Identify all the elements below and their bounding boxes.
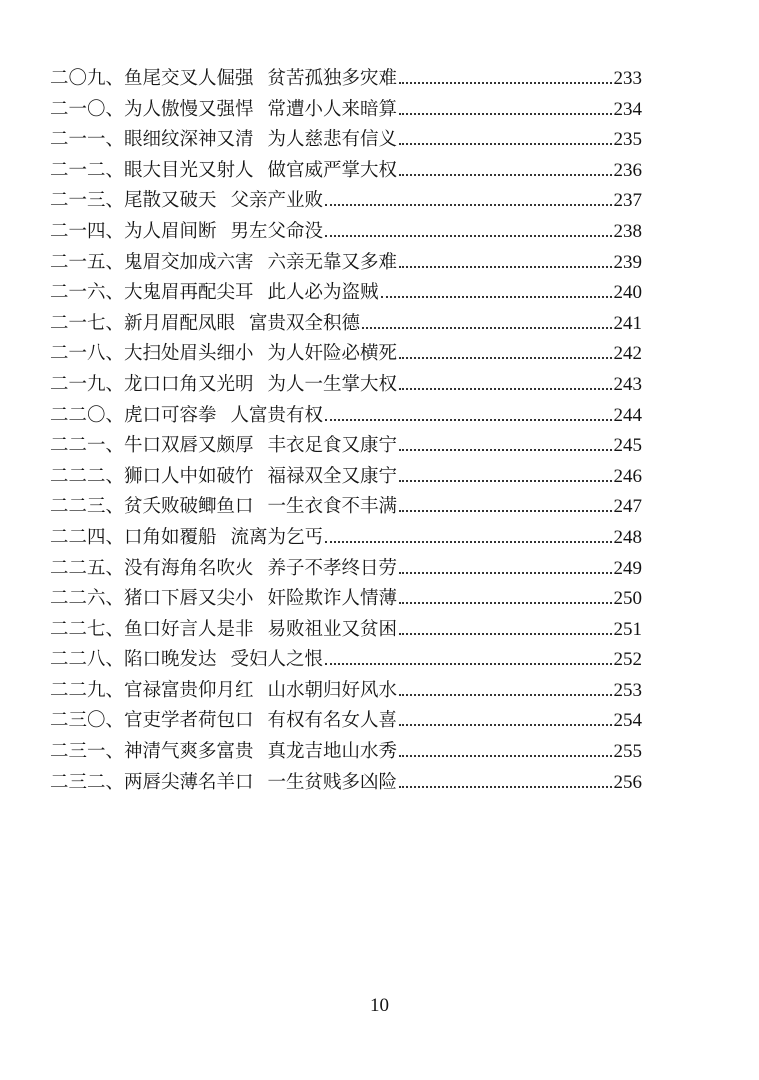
toc-entry-separator: 、 bbox=[105, 404, 125, 426]
toc-entry-title-second: 受妇人之恨 bbox=[230, 649, 324, 671]
toc-dot-leader bbox=[399, 786, 611, 788]
toc-entry-page: 256 bbox=[613, 771, 642, 793]
toc-entry-title-first: 新月眉配凤眼 bbox=[124, 312, 236, 334]
toc-entry-separator: 、 bbox=[105, 465, 125, 487]
toc-entry-number: 二二三 bbox=[50, 496, 106, 518]
toc-entry-separator: 、 bbox=[105, 679, 125, 701]
toc-entry-title-second: 养子不孝终日劳 bbox=[267, 557, 398, 579]
toc-entry-separator: 、 bbox=[105, 557, 125, 579]
toc-entry bbox=[50, 278, 642, 309]
table-of-contents bbox=[50, 64, 642, 798]
toc-entry-title-first: 两唇尖薄名羊口 bbox=[124, 771, 254, 793]
toc-entry-title-second: 为人慈悲有信义 bbox=[267, 129, 398, 151]
toc-dot-leader bbox=[325, 419, 611, 421]
toc-dot-leader bbox=[399, 755, 611, 757]
toc-entry-title-second: 有权有名女人喜 bbox=[267, 710, 398, 732]
toc-entry-title-second: 奸险欺诈人情薄 bbox=[267, 588, 398, 610]
toc-dot-leader bbox=[399, 633, 611, 635]
toc-entry-title-first: 虎口可容拳 bbox=[124, 404, 217, 426]
toc-entry-title-first: 没有海角名吹火 bbox=[124, 557, 254, 579]
toc-entry bbox=[50, 95, 642, 126]
toc-entry-page: 252 bbox=[613, 649, 642, 671]
toc-dot-leader bbox=[399, 694, 611, 696]
toc-entry-separator: 、 bbox=[105, 98, 125, 120]
toc-dot-leader bbox=[399, 572, 611, 574]
toc-entry-title-first: 官吏学者荷包口 bbox=[124, 710, 254, 732]
toc-entry-number: 二〇九 bbox=[50, 68, 106, 89]
toc-entry bbox=[50, 645, 642, 676]
toc-entry bbox=[50, 462, 642, 493]
toc-entry-separator: 、 bbox=[105, 159, 125, 181]
toc-entry-number: 二一四 bbox=[50, 220, 106, 242]
toc-entry-number: 二二八 bbox=[50, 649, 106, 671]
toc-dot-leader bbox=[399, 602, 611, 604]
toc-entry-number: 二一六 bbox=[50, 282, 106, 304]
toc-entry-title-second: 一生衣食不丰满 bbox=[267, 496, 398, 518]
toc-entry-separator: 、 bbox=[105, 710, 125, 732]
toc-entry-title-first: 神清气爽多富贵 bbox=[124, 741, 254, 763]
toc-entry-page: 236 bbox=[613, 159, 642, 181]
toc-entry bbox=[50, 248, 642, 279]
toc-entry-title-second: 常遭小人来暗算 bbox=[267, 98, 398, 120]
toc-entry-separator: 、 bbox=[105, 771, 125, 793]
toc-entry-separator: 、 bbox=[105, 618, 125, 640]
toc-entry-separator: 、 bbox=[105, 649, 125, 671]
toc-entry-title-second: 真龙吉地山水秀 bbox=[267, 741, 398, 763]
toc-entry bbox=[50, 309, 642, 340]
toc-entry-title-first: 眼大目光又射人 bbox=[124, 159, 254, 181]
toc-entry-page: 245 bbox=[613, 435, 642, 457]
toc-entry-page: 246 bbox=[613, 465, 642, 487]
toc-entry-title-second: 山水朝归好风水 bbox=[267, 679, 398, 701]
toc-entry-page: 239 bbox=[613, 251, 642, 273]
toc-dot-leader bbox=[325, 541, 611, 543]
toc-entry bbox=[50, 64, 642, 95]
toc-dot-leader bbox=[399, 82, 611, 84]
toc-entry-number: 二二四 bbox=[50, 526, 106, 548]
toc-entry-title-second: 易败祖业又贫困 bbox=[267, 618, 398, 640]
toc-entry-title-second: 此人必为盗贼 bbox=[267, 282, 379, 304]
toc-entry bbox=[50, 676, 642, 707]
toc-entry-title-first: 大鬼眉再配尖耳 bbox=[124, 282, 254, 304]
toc-entry-page: 233 bbox=[613, 68, 642, 89]
toc-entry-number: 二一二 bbox=[50, 159, 106, 181]
toc-entry-title-first: 官禄富贵仰月红 bbox=[124, 679, 254, 701]
toc-entry-title-first: 口角如覆船 bbox=[124, 526, 217, 548]
toc-entry-separator: 、 bbox=[105, 741, 125, 763]
toc-entry-title-second: 六亲无靠又多难 bbox=[267, 251, 398, 273]
toc-entry-title-first: 鱼尾交叉人倔强 bbox=[124, 68, 254, 89]
toc-entry-title-second: 做官威严掌大权 bbox=[267, 159, 398, 181]
toc-dot-leader bbox=[399, 113, 611, 115]
toc-entry bbox=[50, 492, 642, 523]
toc-entry-title-first: 为人傲慢又强悍 bbox=[124, 98, 254, 120]
toc-entry-separator: 、 bbox=[105, 435, 125, 457]
toc-entry-title-first: 猪口下唇又尖小 bbox=[124, 588, 254, 610]
toc-entry-title-first: 尾散又破天 bbox=[124, 190, 217, 212]
toc-dot-leader bbox=[325, 663, 611, 665]
toc-entry-page: 247 bbox=[613, 496, 642, 518]
toc-entry-number: 二一七 bbox=[50, 312, 106, 334]
toc-entry-number: 二三二 bbox=[50, 771, 106, 793]
toc-dot-leader bbox=[325, 235, 611, 237]
toc-entry-number: 二二九 bbox=[50, 679, 106, 701]
toc-entry-page: 249 bbox=[613, 557, 642, 579]
toc-entry-page: 254 bbox=[613, 710, 642, 732]
toc-entry-number: 二二六 bbox=[50, 588, 106, 610]
toc-entry-title-first: 贫夭败破鲫鱼口 bbox=[124, 496, 254, 518]
toc-entry-number: 二一一 bbox=[50, 129, 106, 151]
toc-entry-title-second: 贫苦孤独多灾难 bbox=[267, 68, 398, 89]
toc-entry-title-second: 丰衣足食又康宁 bbox=[267, 435, 398, 457]
toc-entry-separator: 、 bbox=[105, 282, 125, 304]
toc-entry-separator: 、 bbox=[105, 220, 125, 242]
toc-entry bbox=[50, 554, 642, 585]
toc-dot-leader bbox=[399, 388, 611, 390]
toc-dot-leader bbox=[399, 266, 611, 268]
toc-entry-page: 241 bbox=[613, 312, 642, 334]
toc-entry bbox=[50, 523, 642, 554]
toc-entry-number: 二一八 bbox=[50, 343, 106, 365]
toc-entry-title-second: 一生贫贱多凶险 bbox=[267, 771, 398, 793]
toc-entry-number: 二二〇 bbox=[50, 404, 106, 426]
toc-entry-page: 250 bbox=[613, 588, 642, 610]
toc-entry-page: 244 bbox=[613, 404, 642, 426]
toc-entry bbox=[50, 706, 642, 737]
toc-entry-separator: 、 bbox=[105, 343, 125, 365]
toc-entry-page: 240 bbox=[613, 282, 642, 304]
toc-dot-leader bbox=[399, 174, 611, 176]
toc-entry-number: 二三一 bbox=[50, 741, 106, 763]
toc-entry bbox=[50, 584, 642, 615]
toc-entry-page: 238 bbox=[613, 220, 642, 242]
toc-entry-number: 二二七 bbox=[50, 618, 106, 640]
toc-entry bbox=[50, 401, 642, 432]
toc-entry-page: 251 bbox=[613, 618, 642, 640]
toc-entry bbox=[50, 431, 642, 462]
toc-entry bbox=[50, 768, 642, 799]
toc-entry-title-second: 父亲产业败 bbox=[230, 190, 324, 212]
toc-entry-separator: 、 bbox=[105, 251, 125, 273]
toc-entry-number: 二一〇 bbox=[50, 98, 106, 120]
toc-entry bbox=[50, 156, 642, 187]
toc-entry-separator: 、 bbox=[105, 373, 125, 395]
toc-entry-page: 237 bbox=[613, 190, 642, 212]
toc-entry bbox=[50, 125, 642, 156]
toc-entry-title-first: 鱼口好言人是非 bbox=[124, 618, 254, 640]
toc-entry-page: 255 bbox=[613, 741, 642, 763]
toc-entry-page: 243 bbox=[613, 373, 642, 395]
toc-entry-separator: 、 bbox=[105, 496, 125, 518]
toc-entry-number: 二一五 bbox=[50, 251, 106, 273]
toc-entry-number: 二二二 bbox=[50, 465, 106, 487]
toc-entry bbox=[50, 370, 642, 401]
toc-entry-separator: 、 bbox=[105, 526, 125, 548]
toc-entry-title-first: 眼细纹深神又清 bbox=[124, 129, 254, 151]
toc-entry-title-second: 为人一生掌大权 bbox=[267, 373, 398, 395]
toc-entry-number: 二二一 bbox=[50, 435, 106, 457]
toc-dot-leader bbox=[325, 204, 611, 206]
toc-entry-page: 235 bbox=[613, 129, 642, 151]
toc-entry-title-first: 狮口人中如破竹 bbox=[124, 465, 254, 487]
toc-entry-title-first: 大扫处眉头细小 bbox=[124, 343, 254, 365]
toc-entry-number: 二一三 bbox=[50, 190, 106, 212]
toc-entry-separator: 、 bbox=[105, 129, 125, 151]
toc-entry-title-second: 福禄双全又康宁 bbox=[267, 465, 398, 487]
toc-dot-leader bbox=[381, 296, 612, 298]
toc-entry-page: 248 bbox=[613, 526, 642, 548]
toc-entry-number: 二三〇 bbox=[50, 710, 106, 732]
toc-entry-title-second: 流离为乞丐 bbox=[230, 526, 324, 548]
toc-entry-title-first: 龙口口角又光明 bbox=[124, 373, 254, 395]
toc-dot-leader bbox=[399, 510, 611, 512]
toc-dot-leader bbox=[399, 143, 611, 145]
toc-entry-title-second: 人富贵有权 bbox=[230, 404, 324, 426]
toc-entry bbox=[50, 737, 642, 768]
toc-entry-page: 234 bbox=[613, 98, 642, 120]
toc-entry-separator: 、 bbox=[105, 312, 125, 334]
toc-entry-title-first: 陷口晚发达 bbox=[124, 649, 217, 671]
toc-entry-title-second: 为人奸险必横死 bbox=[267, 343, 398, 365]
toc-entry-separator: 、 bbox=[105, 190, 125, 212]
toc-entry-title-second: 富贵双全积德 bbox=[249, 312, 361, 334]
toc-entry bbox=[50, 615, 642, 646]
page-number: 10 bbox=[370, 995, 389, 1016]
toc-entry-title-first: 牛口双唇又颇厚 bbox=[124, 435, 254, 457]
toc-entry-title-first: 鬼眉交加成六害 bbox=[124, 251, 254, 273]
toc-entry bbox=[50, 217, 642, 248]
toc-dot-leader bbox=[399, 480, 611, 482]
toc-entry-title-second: 男左父命没 bbox=[230, 220, 324, 242]
toc-entry-page: 253 bbox=[613, 679, 642, 701]
toc-entry-number: 二二五 bbox=[50, 557, 106, 579]
toc-entry bbox=[50, 339, 642, 370]
toc-entry-separator: 、 bbox=[105, 68, 125, 89]
toc-entry-title-first: 为人眉间断 bbox=[124, 220, 217, 242]
toc-entry-page: 242 bbox=[613, 343, 642, 365]
toc-dot-leader bbox=[399, 449, 611, 451]
toc-dot-leader bbox=[362, 327, 611, 329]
toc-entry-number: 二一九 bbox=[50, 373, 106, 395]
toc-entry bbox=[50, 186, 642, 217]
toc-entry-separator: 、 bbox=[105, 588, 125, 610]
toc-dot-leader bbox=[399, 357, 611, 359]
toc-dot-leader bbox=[399, 724, 611, 726]
